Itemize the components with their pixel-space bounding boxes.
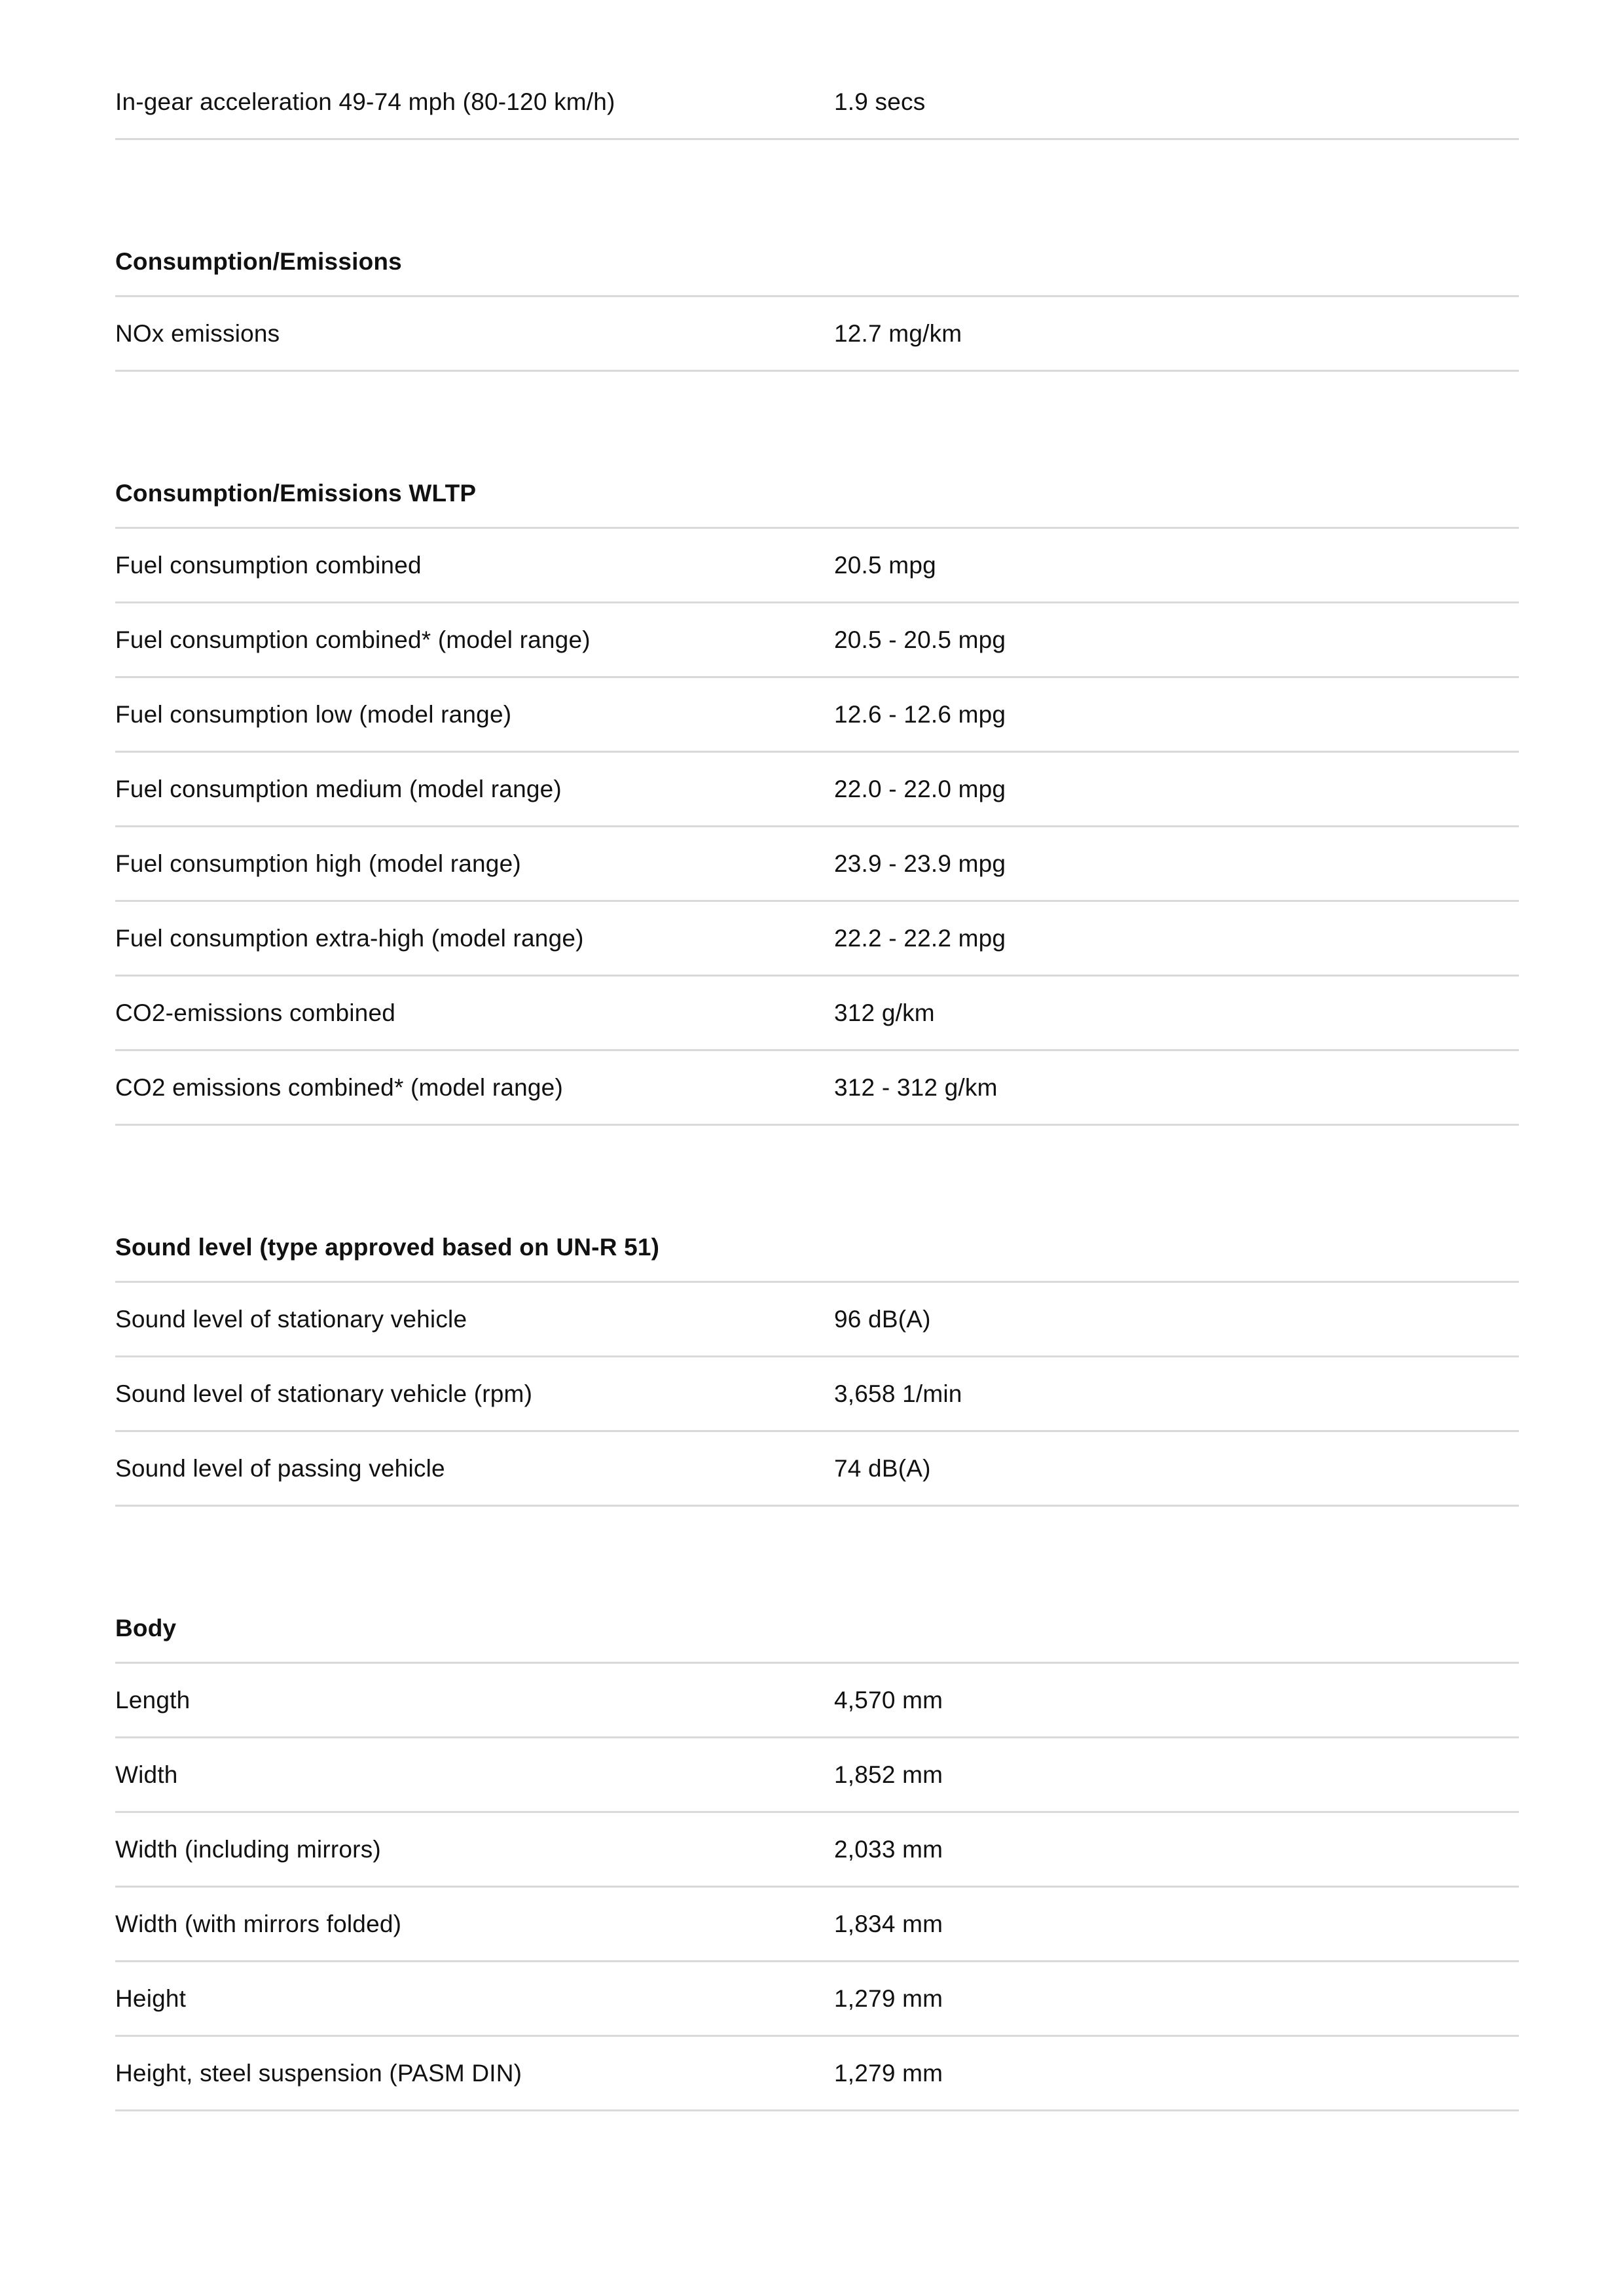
spec-value: 2,033 mm	[834, 1835, 943, 1863]
spec-row	[115, 529, 1519, 603]
spec-label: Width (including mirrors)	[115, 1835, 381, 1863]
spec-row	[115, 1813, 1519, 1888]
spec-value: 1,279 mm	[834, 1984, 943, 2012]
spec-value: 1.9 secs	[834, 88, 926, 115]
section-heading-sound-level	[115, 1126, 1519, 1283]
spec-row	[115, 753, 1519, 827]
spec-row-in-gear-acceleration	[115, 65, 1519, 140]
spec-row	[115, 297, 1519, 372]
spec-label: CO2 emissions combined* (model range)	[115, 1073, 563, 1101]
spec-label: Sound level of stationary vehicle	[115, 1305, 467, 1333]
spec-label: Height, steel suspension (PASM DIN)	[115, 2059, 522, 2087]
spec-row	[115, 1888, 1519, 1962]
spec-value: 4,570 mm	[834, 1686, 943, 1713]
spec-value: 12.6 - 12.6 mpg	[834, 700, 1006, 728]
spec-label: Fuel consumption medium (model range)	[115, 775, 562, 802]
spec-row	[115, 1357, 1519, 1432]
spec-value: 20.5 - 20.5 mpg	[834, 626, 1006, 653]
section-title: Sound level (type approved based on UN-R 51)	[115, 1234, 660, 1261]
spec-row	[115, 1283, 1519, 1357]
spec-label: Fuel consumption high (model range)	[115, 850, 521, 877]
spec-label: Fuel consumption extra-high (model range)	[115, 924, 584, 952]
spec-value: 1,834 mm	[834, 1910, 943, 1937]
spec-label: Length	[115, 1686, 191, 1713]
spec-value: 1,852 mm	[834, 1761, 943, 1788]
spec-value: 312 - 312 g/km	[834, 1073, 998, 1101]
spec-row	[115, 1051, 1519, 1126]
spec-row	[115, 1664, 1519, 1738]
spec-label: Height	[115, 1984, 187, 2012]
spec-value: 3,658 1/min	[834, 1380, 962, 1407]
spec-value: 312 g/km	[834, 999, 935, 1026]
spec-value: 96 dB(A)	[834, 1305, 931, 1333]
spec-row	[115, 2037, 1519, 2111]
section-title: Consumption/Emissions	[115, 248, 402, 275]
spec-value: 22.2 - 22.2 mpg	[834, 924, 1006, 952]
spec-value: 20.5 mpg	[834, 551, 936, 579]
section-title: Body	[115, 1615, 177, 1641]
spec-label: Width (with mirrors folded)	[115, 1910, 402, 1937]
spec-label: Sound level of passing vehicle	[115, 1454, 445, 1482]
spec-row	[115, 902, 1519, 977]
spec-row	[115, 827, 1519, 902]
spec-value: 1,279 mm	[834, 2059, 943, 2087]
spec-row	[115, 678, 1519, 753]
spec-label: Fuel consumption low (model range)	[115, 700, 512, 728]
spec-row	[115, 1432, 1519, 1507]
spec-label: In-gear acceleration 49-74 mph (80-120 km/h)	[115, 88, 615, 115]
spec-label: NOx emissions	[115, 319, 280, 347]
spec-label: Sound level of stationary vehicle (rpm)	[115, 1380, 533, 1407]
spec-value: 74 dB(A)	[834, 1454, 931, 1482]
spec-label: Fuel consumption combined* (model range)	[115, 626, 591, 653]
spec-row	[115, 603, 1519, 678]
section-heading-consumption-emissions	[115, 140, 1519, 297]
spec-label: Width	[115, 1761, 178, 1788]
section-heading-consumption-emissions-wltp	[115, 372, 1519, 529]
spec-label: Fuel consumption combined	[115, 551, 422, 579]
spec-value: 23.9 - 23.9 mpg	[834, 850, 1006, 877]
spec-value: 12.7 mg/km	[834, 319, 962, 347]
spec-row	[115, 977, 1519, 1051]
spec-row	[115, 1962, 1519, 2037]
spec-value: 22.0 - 22.0 mpg	[834, 775, 1006, 802]
section-title: Consumption/Emissions WLTP	[115, 480, 477, 507]
spec-sheet	[115, 0, 1519, 2111]
spec-label: CO2-emissions combined	[115, 999, 396, 1026]
section-heading-body	[115, 1507, 1519, 1664]
spec-row	[115, 1738, 1519, 1813]
